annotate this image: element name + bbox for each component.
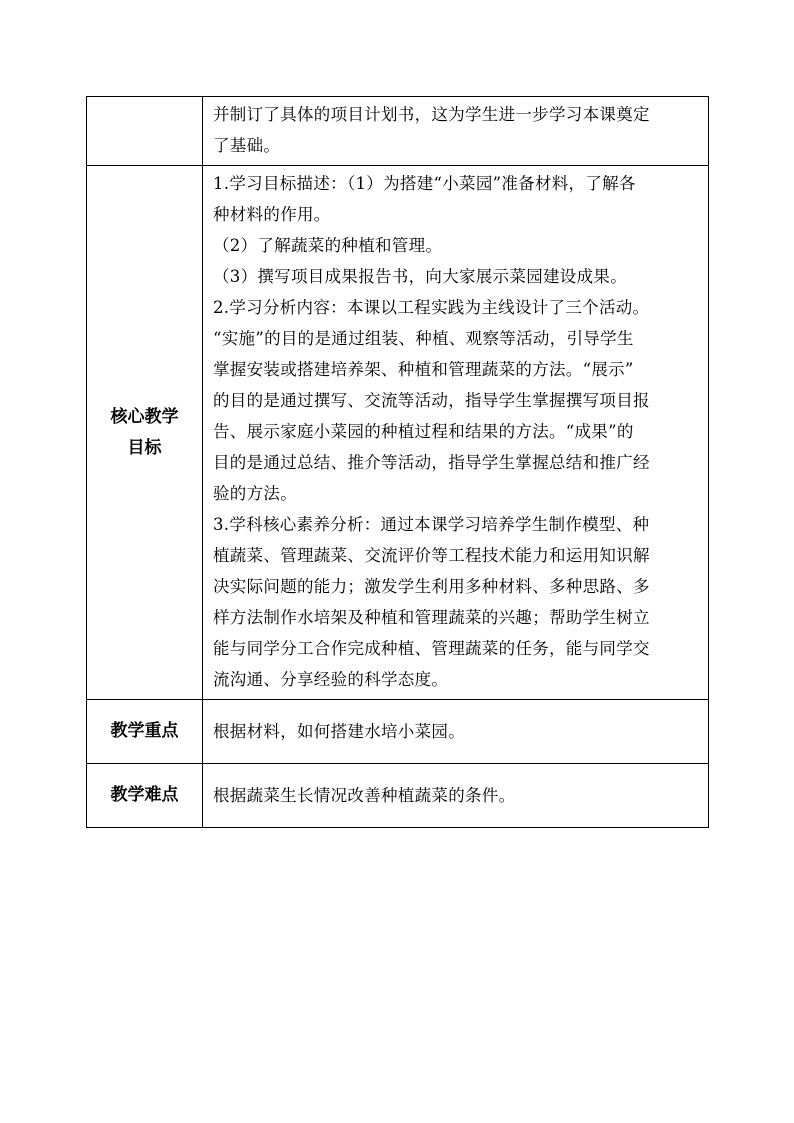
difficulties-row — [87, 764, 709, 828]
objectives-text-line: 告、展示家庭小菜园的种植过程和结果的方法。“成果”的 — [213, 422, 634, 441]
objectives-text-line: 验的方法。 — [213, 484, 297, 503]
difficulties-text: 根据蔬菜生长情况改善种植蔬菜的条件。 — [213, 786, 516, 805]
objectives-text-line: 流沟通、分享经验的科学态度。 — [213, 670, 449, 689]
objectives-content-cell — [203, 166, 709, 700]
objectives-text-line: 种材料的作用。 — [213, 205, 331, 224]
key-points-row — [87, 700, 709, 764]
continued-text-line-2: 了基础。 — [213, 136, 281, 155]
continued-row-label-cell — [87, 97, 203, 166]
objectives-row — [87, 166, 709, 700]
key-points-label: 教学重点 — [87, 700, 203, 764]
objectives-text-line: 植蔬菜、管理蔬菜、交流评价等工程技术能力和运用知识解 — [213, 546, 650, 565]
objectives-text-line: 能与同学分工合作完成种植、管理蔬菜的任务，能与同学交 — [213, 639, 650, 658]
objectives-text-line: 3.学科核心素养分析：通过本课学习培养学生制作模型、种 — [213, 515, 650, 534]
lesson-plan-table — [86, 96, 709, 828]
key-points-content — [203, 700, 709, 764]
objectives-text-line: 掌握安装或搭建培养架、种植和管理蔬菜的方法。“展示” — [213, 360, 634, 379]
objectives-text-line: 2.学习分析内容：本课以工程实践为主线设计了三个活动。 — [213, 298, 650, 317]
objectives-text-line: 1.学习目标描述：（1）为搭建“小菜园”准备材料，了解各 — [213, 174, 636, 193]
objectives-text-line: 的目的是通过撰写、交流等活动，指导学生掌握撰写项目报 — [213, 391, 650, 410]
continued-row-content-cell — [203, 97, 709, 166]
objectives-text-line: （3）撰写项目成果报告书，向大家展示菜园建设成果。 — [213, 267, 627, 286]
objectives-text-line: 样方法制作水培架及种植和管理蔬菜的兴趣；帮助学生树立 — [213, 608, 650, 627]
objectives-text-line: 决实际问题的能力；激发学生利用多种材料、多种思路、多 — [213, 577, 650, 596]
objectives-text-line: （2）了解蔬菜的种植和管理。 — [213, 236, 443, 255]
objectives-text-line: 目的是通过总结、推介等活动，指导学生掌握总结和推广经 — [213, 453, 650, 472]
difficulties-content — [203, 764, 709, 828]
objectives-text-line: “实施”的目的是通过组装、种植、观察等活动，引导学生 — [213, 329, 634, 348]
difficulties-label: 教学难点 — [87, 764, 203, 828]
objectives-label-cell — [87, 166, 203, 700]
objectives-label-line-1: 核心教学 — [110, 406, 179, 427]
key-points-text: 根据材料，如何搭建水培小菜园。 — [213, 722, 465, 741]
continued-row — [87, 97, 709, 166]
objectives-label-line-2: 目标 — [127, 437, 162, 458]
continued-text-line-1: 并制订了具体的项目计划书，这为学生进一步学习本课奠定 — [213, 105, 650, 124]
